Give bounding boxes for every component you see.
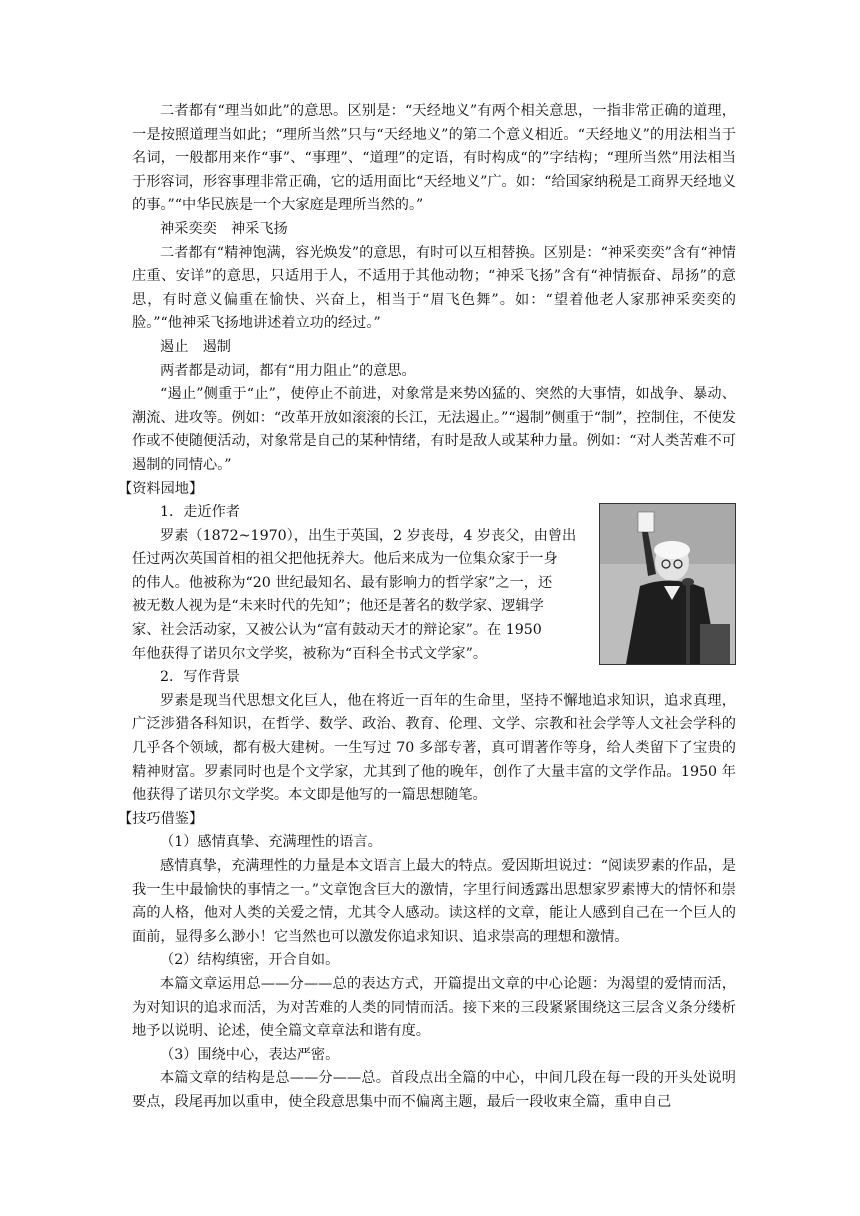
paragraph-ezhi-detail: “遏止”侧重于“止”，使停止不前进，对象常是来势凶猛的、突然的大事情，如战争、暴动、潮流、进攻等。例如：“改革开放如滚滚的长江，无法遏止。”“遏制”侧重于“制”，控制住，不使发作或不使随便活动，对象常是自己的某种情绪，有时是敌人或某种力量。例如：“对人类苦难不可遏制的同情心。” [132, 386, 736, 473]
author-line: 任过两次英国首相的祖父把他抚养大。他后来成为一位集众家于一身 [132, 551, 558, 568]
technique-1-paragraph: 感情真挚，充满理性的力量是本文语言上最大的特点。爱因斯坦说过：“阅读罗素的作品，是我一生中最愉快的事情之一。”文章饱含巨大的激情，字里行间透露出思想家罗素博大的情怀和崇高的人格，他对人类的关爱之情，尤其令人感动。读这样的文章，能让人感到自己在一个巨人的面前，显得多么渺小！它当然也可以激发你追求知识、追求崇高的理想和激情。 [132, 858, 737, 945]
author-photo [599, 503, 736, 665]
author-line: 年他获得了诺贝尔文学奖，被称为“百科全书式文学家”。 [132, 645, 488, 662]
author-line: 的伟人。他被称为“20 世纪最知名、最有影响力的哲学家”之一，还 [132, 574, 553, 591]
term-heading-shencai: 神采奕奕 神采飞扬 [160, 220, 288, 237]
paragraph-shencai: 二者都有“精神饱满，容光焕发”的意思，有时可以互相替换。区别是：“神采奕奕”含有“神情庄重、安详”的意思，只适用于人，不适用于其他动物；“神采飞扬”含有“神情振奋、昂扬”的意思，有时意义偏重在愉快、兴奋上，相当于“眉飞色舞”。如：“望着他老人家那神采奕奕的脸。”“他神采飞扬地讲述着立功的经过。” [132, 244, 736, 332]
author-line: 罗素（1872~1970），出生于英国，2 岁丧母，4 岁丧父，由曾出 [160, 527, 577, 544]
portrait-image [600, 504, 735, 664]
paragraph-background: 罗素是现当代思想文化巨人，他在将近一百年的生命里，坚持不懈地追求知识，追求真理，广泛涉猎各科知识，在哲学、数学、政治、教育、伦理、文学、宗教和社会学等人文社会学科的几乎各个领域，都有极大建树。一生写过 70 多部专著，真可谓著作等身，给人类留下了宝贵的精神财富。罗素同时也是个文学家，尤其到了他的晚年，创作了大量丰富的文学作品。1950 年他获得了诺贝尔文学奖。本文即是他写的一篇思想随笔。 [132, 692, 736, 804]
document-page [118, 100, 737, 1115]
technique-3-paragraph: 本篇文章的结构是总——分——总。首段点出全篇的中心，中间几段在每一段的开头处说明要点，段尾再加以重申，使全段意思集中而不偏离主题，最后一段收束全篇，重申自己 [132, 1070, 736, 1110]
author-block [132, 501, 736, 666]
technique-3-title: （3）围绕中心，表达严密。 [160, 1046, 340, 1063]
technique-2-paragraph: 本篇文章运用总——分——总的表达方式，开篇提出文章的中心论题：为渴望的爱情而活，为对知识的追求而活，为对苦难的人类的同情而活。接下来的三段紧紧围绕这三层含义条分缕析地予以说明、论述，使全篇文章章法和谐有度。 [132, 975, 736, 1040]
technique-2-title: （2）结构缜密，开合自如。 [160, 952, 340, 969]
author-line: 被无数人视为是“未来时代的先知”；他还是著名的数学家、逻辑学 [132, 598, 544, 615]
section-heading-jiqiao: 【技巧借鉴】 [118, 810, 204, 827]
subheading-background: 2．写作背景 [160, 669, 240, 686]
technique-1-title: （1）感情真挚、充满理性的语言。 [160, 834, 382, 851]
term-heading-ezhi: 遏止 遏制 [160, 338, 231, 355]
paragraph-tianjingdiyi: 二者都有“理当如此”的意思。区别是：“天经地义”有两个相关意思，一指非常正确的道理，一是按照道理当如此；“理所当然”只与“天经地义”的第二个意义相近。“天经地义”的用法相当于名词，一般都用来作“事”、“事理”、“道理”的定语，有时构成“的”字结构；“理所当然”用法相当于形容词，形容事理非常正确，它的适用面比“天经地义”广。如：“给国家纳税是工商界天经地义的事。”“中华民族是一个大家庭是理所当然的。” [132, 103, 736, 214]
author-line: 家、社会活动家，又被公认为“富有鼓动天才的辩论家”。在 1950 [132, 622, 542, 639]
section-heading-ziliao: 【资料园地】 [118, 480, 204, 497]
subheading-author: 1．走近作者 [160, 504, 240, 521]
paragraph-ezhi-intro: 两者都是动词，都有“用力阻止”的意思。 [160, 362, 416, 379]
